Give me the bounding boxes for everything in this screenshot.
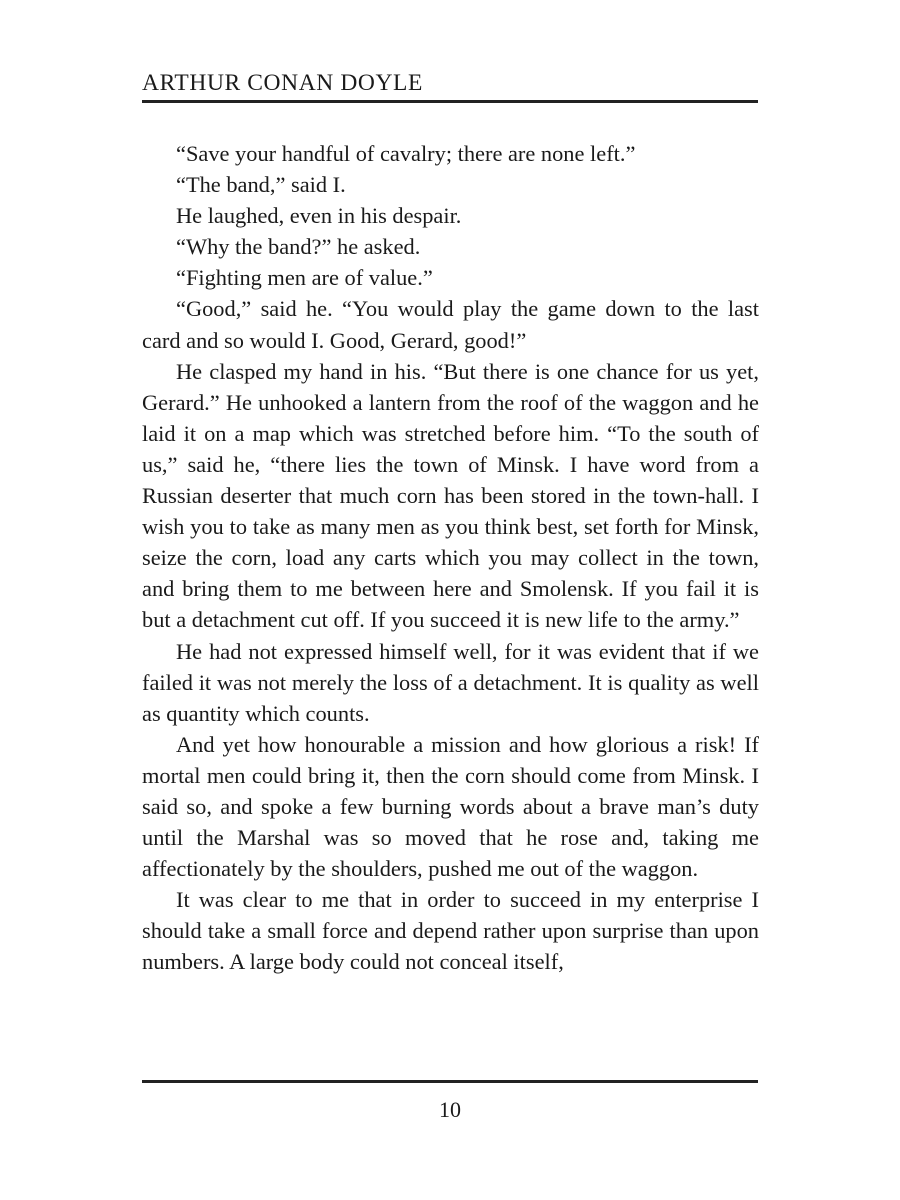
paragraph: He had not expressed himself well, for it was evident that if we failed it was not merely the loss of a detachment. It is quality as well as quantity which counts. xyxy=(142,638,759,726)
paragraph: And yet how honourable a mission and how glorious a risk! If mortal men could bring it, then the corn should come from Minsk. I said so, and spoke a few burning words about a brave man’s duty until the Marshal was so moved that he rose and, taking me affectionately by the shoulders, pushed me out of the waggon. xyxy=(142,731,759,882)
paragraph: He clasped my hand in his. “But there is one chance for us yet, Gerard.” He unhooked a lantern from the roof of the waggon and he laid it on a map which was stretched before him. “To the south of us,” said he, “there lies the town of Minsk. I have word from a Russian deserter that much corn has been stored in the town-hall. I wish you to take as many men as you think best, set forth for Minsk, seize the corn, load any carts which you may collect in the town, and bring them to me between here and Smolensk. If you fail it is but a detachment cut off. If you succeed it is new life to the army.” xyxy=(142,358,759,633)
paragraph: “Why the band?” he asked. xyxy=(176,234,421,260)
paragraph: It was clear to me that in order to succeed in my enterprise I should take a small force and depend rather upon surprise than upon numbers. A large body could not conceal itself, xyxy=(142,887,759,975)
running-header: ARTHUR CONAN DOYLE xyxy=(142,70,423,96)
footer-rule xyxy=(142,1080,758,1083)
paragraph: “Good,” said he. “You would play the game down to the last card and so would I. Good, Gerard, good!” xyxy=(142,296,759,353)
paragraph: He laughed, even in his despair. xyxy=(176,203,462,229)
paragraph: “Save your handful of cavalry; there are none left.” xyxy=(176,141,636,166)
paragraph: “The band,” said I. xyxy=(176,172,346,198)
body-text xyxy=(142,138,759,978)
paragraph: “Fighting men are of value.” xyxy=(176,265,433,291)
header-rule xyxy=(142,100,758,103)
page-number: 10 xyxy=(439,1097,461,1122)
